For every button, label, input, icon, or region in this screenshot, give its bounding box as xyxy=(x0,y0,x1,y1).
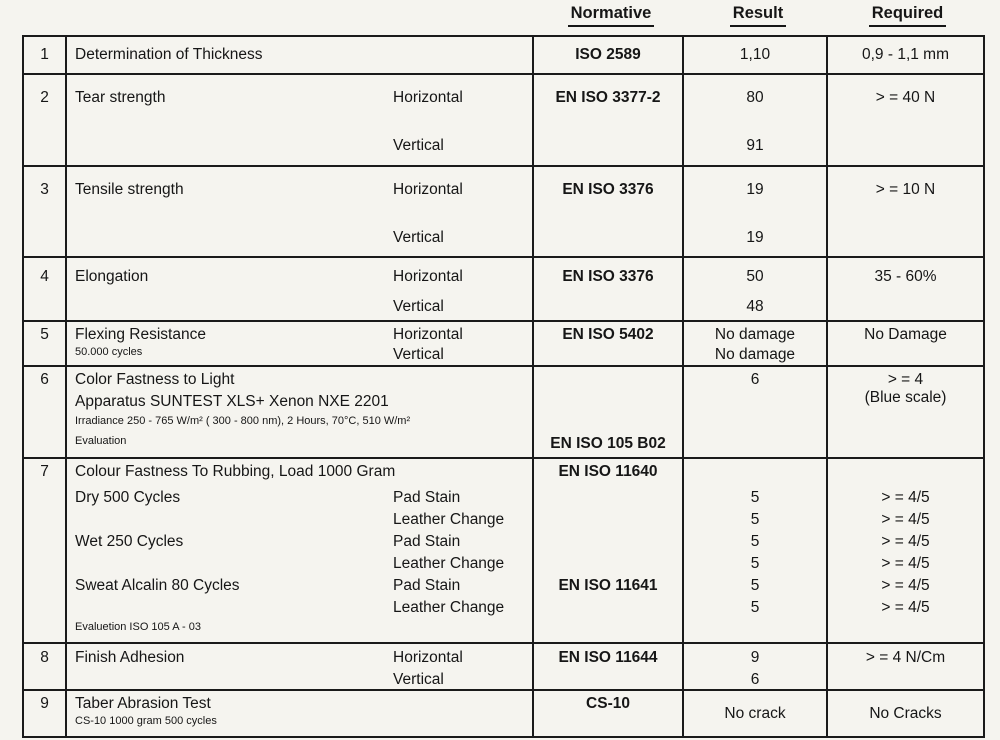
required-value: > = 10 N xyxy=(875,181,936,198)
required-cell xyxy=(828,167,983,256)
irradiance-text: Irradiance 250 - 765 W/m² ( 300 - 800 nm), 2 Hours, 70°C, 510 W/m² xyxy=(75,415,411,427)
required-cell xyxy=(828,37,983,73)
required-value: No Damage xyxy=(864,326,947,343)
result-cell xyxy=(684,258,828,320)
col-header-result: Result xyxy=(730,4,786,27)
test-name: Tear strength xyxy=(75,89,166,106)
description-line xyxy=(75,181,532,229)
result-cell xyxy=(684,37,828,73)
required-value: > = 4/5 xyxy=(881,489,930,506)
normative-cell xyxy=(534,167,684,256)
table-row-5 xyxy=(24,322,983,367)
description-line xyxy=(75,577,532,599)
direction-label-horizontal: Horizontal xyxy=(393,649,463,666)
row-number: 7 xyxy=(40,463,49,480)
description-cell xyxy=(67,367,534,457)
required-scale-note: (Blue scale) xyxy=(864,389,947,406)
required-value: > = 4/5 xyxy=(881,533,930,550)
test-name: Tensile strength xyxy=(75,181,184,198)
row-number-cell xyxy=(24,367,67,457)
condition-label: Dry 500 Cycles xyxy=(75,489,181,506)
required-cell xyxy=(828,459,983,642)
normative-cell xyxy=(534,644,684,689)
row-number-cell xyxy=(24,167,67,256)
table-row-1 xyxy=(24,37,983,75)
direction-label-vertical: Vertical xyxy=(393,298,444,315)
required-cell xyxy=(828,75,983,165)
result-cell xyxy=(684,322,828,366)
result-value: 5 xyxy=(750,533,760,550)
description-line xyxy=(75,268,532,298)
required-value: 0,9 - 1,1 mm xyxy=(862,46,949,63)
required-value: > = 4 N/Cm xyxy=(865,649,946,666)
row-number-cell xyxy=(24,322,67,366)
description-line xyxy=(75,371,532,393)
required-value: 35 - 60% xyxy=(874,268,937,285)
normative-cell xyxy=(534,691,684,736)
description-line xyxy=(75,346,532,366)
normative-cell xyxy=(534,459,684,642)
results-table xyxy=(22,35,985,738)
table-row-2 xyxy=(24,75,983,167)
result-cell xyxy=(684,459,828,642)
test-name: Colour Fastness To Rubbing, Load 1000 Gram xyxy=(75,463,396,480)
spacer xyxy=(828,463,983,489)
direction-label-horizontal: Horizontal xyxy=(393,89,463,106)
description-line xyxy=(75,415,532,435)
row-number: 9 xyxy=(40,695,49,712)
result-cell xyxy=(684,75,828,165)
test-name: Finish Adhesion xyxy=(75,649,185,666)
measure-label: Pad Stain xyxy=(393,489,461,506)
result-value: 5 xyxy=(750,577,760,594)
description-line xyxy=(75,671,532,689)
normative-code: EN ISO 11644 xyxy=(558,649,658,666)
direction-label-vertical: Vertical xyxy=(393,229,444,246)
description-cell xyxy=(67,167,534,256)
header-spacer-desc xyxy=(67,4,536,27)
table-row-4 xyxy=(24,258,983,322)
description-line xyxy=(75,463,532,489)
col-header-normative: Normative xyxy=(568,4,655,27)
direction-label-horizontal: Horizontal xyxy=(393,181,463,198)
description-line xyxy=(75,511,532,533)
row-number: 6 xyxy=(40,371,49,388)
description-line xyxy=(75,298,532,316)
spacer xyxy=(534,489,682,577)
table-row-8 xyxy=(24,644,983,691)
result-value-horizontal: 50 xyxy=(746,268,764,285)
normative-code: EN ISO 11641 xyxy=(558,577,658,594)
description-line xyxy=(75,435,532,447)
result-value: 5 xyxy=(750,489,760,506)
measure-label: Pad Stain xyxy=(393,533,461,550)
description-cell xyxy=(67,459,534,642)
description-line xyxy=(75,326,532,346)
required-value: > = 4/5 xyxy=(881,577,930,594)
required-cell xyxy=(828,644,983,689)
required-value: > = 4 xyxy=(887,371,924,388)
condition-label: Sweat Alcalin 80 Cycles xyxy=(75,577,240,594)
test-name: Taber Abrasion Test xyxy=(75,695,211,712)
col-header-required-cell xyxy=(830,4,985,27)
row-number-cell xyxy=(24,37,67,73)
row-number-cell xyxy=(24,644,67,689)
row-number-cell xyxy=(24,75,67,165)
normative-code: EN ISO 11640 xyxy=(558,463,658,480)
measure-label: Leather Change xyxy=(393,599,505,616)
result-value-vertical: 48 xyxy=(746,298,764,315)
normative-cell xyxy=(534,367,684,457)
test-note: Evaluetion ISO 105 A - 03 xyxy=(75,621,201,633)
result-cell xyxy=(684,367,828,457)
normative-code: EN ISO 5402 xyxy=(562,326,654,343)
row-number: 5 xyxy=(40,326,49,343)
description-line xyxy=(75,533,532,555)
result-value-vertical: No damage xyxy=(714,346,796,363)
direction-label-vertical: Vertical xyxy=(393,671,444,688)
measure-label: Leather Change xyxy=(393,511,505,528)
description-cell xyxy=(67,322,534,366)
result-value: No crack xyxy=(724,705,786,722)
direction-label-horizontal: Horizontal xyxy=(393,326,463,343)
result-value-horizontal: 19 xyxy=(746,181,764,198)
result-cell xyxy=(684,167,828,256)
required-cell xyxy=(828,322,983,366)
row-number: 1 xyxy=(40,46,49,63)
description-line xyxy=(75,649,532,671)
apparatus-text: Apparatus SUNTEST XLS+ Xenon NXE 2201 xyxy=(75,393,389,410)
description-line xyxy=(75,137,532,155)
row-number: 3 xyxy=(40,181,49,198)
required-value: > = 40 N xyxy=(875,89,936,106)
result-value-vertical: 91 xyxy=(746,137,764,154)
test-note: CS-10 1000 gram 500 cycles xyxy=(75,715,217,727)
result-value-horizontal: 9 xyxy=(750,649,760,666)
test-note: 50.000 cycles xyxy=(75,346,143,358)
spacer xyxy=(684,463,826,489)
result-value: 5 xyxy=(750,511,760,528)
col-header-required: Required xyxy=(869,4,947,27)
result-value: 5 xyxy=(750,599,760,616)
normative-cell xyxy=(534,75,684,165)
condition-label: Wet 250 Cycles xyxy=(75,533,184,550)
description-line xyxy=(75,695,532,715)
description-line xyxy=(75,555,532,577)
result-value: 6 xyxy=(750,371,760,388)
description-cell xyxy=(67,258,534,320)
evaluation-text: Evaluation xyxy=(75,435,127,447)
row-number-cell xyxy=(24,459,67,642)
normative-cell xyxy=(534,322,684,366)
required-cell xyxy=(828,367,983,457)
required-value: > = 4/5 xyxy=(881,555,930,572)
normative-cell xyxy=(534,37,684,73)
required-value: > = 4/5 xyxy=(881,511,930,528)
required-cell xyxy=(828,691,983,736)
measure-label: Pad Stain xyxy=(393,577,461,594)
result-value-vertical: 19 xyxy=(746,229,764,246)
result-value: 1,10 xyxy=(739,46,771,63)
normative-code: EN ISO 3376 xyxy=(562,268,654,285)
normative-cell xyxy=(534,258,684,320)
direction-label-vertical: Vertical xyxy=(393,346,444,363)
result-value: 5 xyxy=(750,555,760,572)
required-cell xyxy=(828,258,983,320)
description-line xyxy=(75,599,532,621)
test-name: Flexing Resistance xyxy=(75,326,206,343)
normative-code: CS-10 xyxy=(586,695,630,712)
col-header-normative-cell xyxy=(536,4,686,27)
measure-label: Leather Change xyxy=(393,555,505,572)
required-value: > = 4/5 xyxy=(881,599,930,616)
description-line xyxy=(75,89,532,137)
table-row-6 xyxy=(24,367,983,459)
description-cell xyxy=(67,37,534,73)
test-name: Color Fastness to Light xyxy=(75,371,235,388)
table-row-9 xyxy=(24,691,983,736)
row-number: 4 xyxy=(40,268,49,285)
result-value-horizontal: 80 xyxy=(746,89,764,106)
result-value-horizontal: No damage xyxy=(714,326,796,343)
description-line xyxy=(75,715,532,727)
description-line xyxy=(75,489,532,511)
normative-code: EN ISO 105 B02 xyxy=(550,435,666,452)
description-line xyxy=(75,621,532,633)
direction-label-horizontal: Horizontal xyxy=(393,268,463,285)
result-value-vertical: 6 xyxy=(750,671,760,688)
row-number-cell xyxy=(24,258,67,320)
description-line xyxy=(75,229,532,247)
result-cell xyxy=(684,644,828,689)
normative-code: EN ISO 3377-2 xyxy=(555,89,661,106)
table-row-3 xyxy=(24,167,983,258)
test-name: Elongation xyxy=(75,268,149,285)
required-value: No Cracks xyxy=(869,705,942,722)
result-cell xyxy=(684,691,828,736)
row-number: 8 xyxy=(40,649,49,666)
column-headers xyxy=(22,4,985,27)
row-number-cell xyxy=(24,691,67,736)
direction-label-vertical: Vertical xyxy=(393,137,444,154)
normative-code: ISO 2589 xyxy=(575,46,641,63)
row-number: 2 xyxy=(40,89,49,106)
test-name: Determination of Thickness xyxy=(75,46,263,63)
description-cell xyxy=(67,75,534,165)
col-header-result-cell xyxy=(686,4,830,27)
description-cell xyxy=(67,691,534,736)
description-line xyxy=(75,393,532,415)
normative-code: EN ISO 3376 xyxy=(562,181,654,198)
table-row-7 xyxy=(24,459,983,644)
description-cell xyxy=(67,644,534,689)
header-spacer-num xyxy=(22,4,67,27)
